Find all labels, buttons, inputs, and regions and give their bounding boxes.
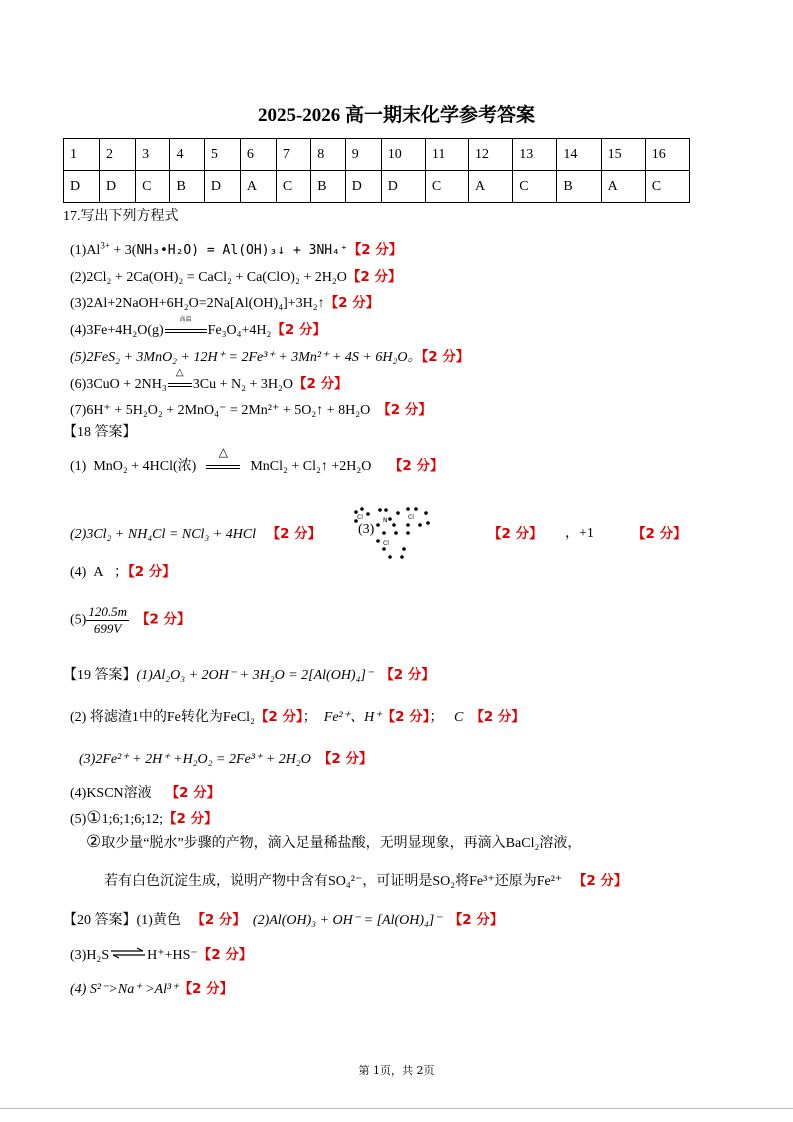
- score-badge: 【2 分】: [197, 947, 253, 963]
- condition-label: 高温: [179, 317, 192, 323]
- question-number-cell: 15: [601, 139, 645, 171]
- score-badge: 【2 分】: [421, 349, 470, 365]
- q19-a2-sep1: ；: [302, 710, 317, 725]
- page-footer: 第 1页，共 2页: [358, 1064, 435, 1077]
- fraction-numerator: 120.5m: [88, 604, 127, 619]
- equals-bar: [165, 329, 207, 333]
- q17-heading: 17.写出下列方程式: [63, 209, 179, 224]
- score-badge: 【2 分】: [572, 873, 628, 889]
- q19-a5-label: (5): [70, 812, 87, 827]
- question-number-cell: 2: [100, 139, 136, 171]
- score-badge: 【2 分】: [324, 295, 380, 311]
- q18-a4-label: (4): [70, 565, 87, 580]
- page-title: 2025-2026 高一期末化学参考答案: [257, 105, 536, 126]
- score-badge: 【2 分】: [163, 811, 218, 827]
- answer-choice-cell: D: [64, 171, 100, 203]
- q20-a4: [70, 977, 233, 998]
- q17-eq2: [70, 265, 401, 286]
- q17-eq5: [70, 345, 469, 366]
- q19-a2-sep2: ；: [429, 710, 444, 725]
- q17-eq1-prefix: (1)Al: [70, 243, 101, 258]
- fraction: [86, 604, 129, 637]
- score-badge: 【2 分】: [266, 526, 322, 542]
- circled-two-icon: ②: [86, 832, 102, 851]
- q18-a5-label: (5): [70, 612, 87, 628]
- question-number-cell: 7: [276, 139, 310, 171]
- score-badge: 【2 分】: [191, 912, 246, 928]
- score-badge: 【2 分】: [632, 526, 687, 542]
- q19-a4-text: (4)KSCN溶液: [70, 786, 152, 801]
- heat-arrow: [203, 445, 243, 475]
- q18-a5: [70, 604, 191, 637]
- answer-choice-cell: C: [276, 171, 310, 203]
- q18-a1-label: (1): [70, 459, 87, 474]
- q17-eq6-right: 3Cu + N₂ + 3H₂O: [192, 377, 294, 392]
- q19-a2: [70, 705, 525, 726]
- score-badge: 【2 分】: [293, 376, 348, 392]
- heat-arrow: [167, 367, 193, 393]
- q20-a4-text: (4) S²⁻>Na⁺ >Al³⁺: [70, 982, 179, 997]
- answer-choice-cell: B: [557, 171, 601, 203]
- q20-a3-left: (3)H₂S: [70, 948, 110, 963]
- q20-heading: 【20 答案】: [63, 913, 137, 928]
- q17-eq2-text: (2)2Cl₂ + 2Ca(OH)₂ = CaCl₂ + Ca(ClO)₂ + 2H₂O: [70, 270, 347, 285]
- question-number-cell: 3: [136, 139, 170, 171]
- q17-eq1-sup: 3+: [100, 240, 110, 251]
- answer-choice-cell: C: [513, 171, 557, 203]
- score-badge: 【2 分】: [448, 912, 504, 928]
- cl-atom-label: Cl: [357, 514, 363, 521]
- question-number-cell: 14: [557, 139, 601, 171]
- q17-eq3: [70, 291, 379, 312]
- answer-choice-cell: A: [240, 171, 276, 203]
- q19-a5-part2-line2: [104, 869, 627, 890]
- equilibrium-arrow-icon: [109, 947, 147, 964]
- q19-a3: [79, 747, 372, 768]
- score-badge: 【2 分】: [488, 526, 543, 542]
- electron-dot-diagram: [350, 505, 436, 563]
- score-badge: 【2 分】: [127, 564, 176, 580]
- question-number-cell: 1: [64, 139, 100, 171]
- q18-a3-label: (3): [358, 522, 375, 537]
- q18-a4: [70, 560, 176, 581]
- q17-eq5-text: (5)2FeS₂ + 3MnO₂ + 12H⁺ = 2Fe³⁺ + 3Mn²⁺ + 4S + 6H₂O。: [70, 350, 422, 365]
- q19-a5-part2-line1: [86, 832, 581, 852]
- q17-eq4: [70, 318, 326, 339]
- q20-a1-line: [63, 908, 503, 929]
- q17-eq7-text: (7)6H⁺ + 5H₂O₂ + 2MnO₄⁻ = 2Mn²⁺ + 5O₂↑ + 8H₂O: [70, 403, 371, 418]
- question-number-cell: 13: [513, 139, 557, 171]
- triangle-icon: △: [218, 445, 228, 459]
- answer-choice-cell: C: [645, 171, 689, 203]
- q19-a2-ions: Fe²⁺、H⁺: [323, 710, 382, 725]
- q17-eq4-left: (4)3Fe+4H₂O(g): [70, 323, 164, 338]
- q19-a2-c: C: [453, 710, 464, 725]
- q19-a2-text: (2) 将滤渣1中的Fe转化为FeCl₂: [70, 710, 255, 725]
- q18-a4-sep: ；: [113, 565, 128, 580]
- score-badge: 【2 分】: [388, 458, 444, 474]
- q19-a5-line2: 若有白色沉淀生成，说明产物中含有SO₄²⁻，可证明是SO₂将Fe³⁺还原为Fe²⁺: [104, 874, 563, 889]
- q17-eq7: [70, 398, 432, 419]
- q18-a2-text: (2)3Cl₂ + NH₄Cl = NCl₃ + 4HCl: [70, 527, 257, 542]
- score-badge: 【2 分】: [254, 709, 303, 725]
- cl-atom-label: Cl: [408, 514, 414, 521]
- q18-a1-left: MnO₂ + 4HCl(浓): [93, 459, 197, 474]
- question-number-cell: 9: [345, 139, 381, 171]
- answer-choice-cell: A: [601, 171, 645, 203]
- q20-a3-right: H⁺+HS⁻: [147, 948, 198, 963]
- question-number-cell: 5: [204, 139, 240, 171]
- score-badge: 【2 分】: [135, 611, 191, 628]
- answer-choice-cell: B: [311, 171, 345, 203]
- question-number-cell: 12: [469, 139, 513, 171]
- q19-a1-line: [63, 663, 435, 684]
- q17-eq6: [70, 367, 348, 393]
- question-number-cell: 16: [645, 139, 689, 171]
- answer-choice-cell: A: [469, 171, 513, 203]
- q18-a1-right: MnCl₂ + Cl₂↑ +2H₂O: [250, 459, 372, 474]
- answer-choice-cell: C: [425, 171, 468, 203]
- score-badge: 【2 分】: [271, 322, 327, 338]
- answer-table-choice-row: [64, 171, 690, 203]
- q18-a1: [70, 445, 444, 475]
- score-badge: 【2 分】: [470, 709, 525, 725]
- triangle-icon: △: [175, 367, 184, 378]
- q18-heading: 【18 答案】: [63, 425, 137, 440]
- equals-bar: [168, 383, 192, 387]
- q19-a5: [70, 807, 218, 828]
- q20-a2: (2)Al(OH)₃ + OH⁻ = [Al(OH)₄]⁻: [252, 913, 442, 928]
- answer-choice-cell: D: [345, 171, 381, 203]
- question-number-cell: 10: [381, 139, 425, 171]
- answer-choice-cell: B: [170, 171, 204, 203]
- question-number-cell: 8: [311, 139, 345, 171]
- score-badge: 【2 分】: [317, 751, 373, 767]
- q18-a4-answer: A: [93, 565, 104, 580]
- q17-eq6-left: (6)3CuO + 2NH₃: [70, 377, 167, 392]
- q19-a4: [70, 781, 220, 802]
- question-number-cell: 4: [170, 139, 204, 171]
- n-atom-label: N: [383, 517, 388, 524]
- fraction-denominator: 699V: [93, 621, 122, 636]
- answer-choice-cell: D: [381, 171, 425, 203]
- q19-a5-text: 1;6;1;6;12;: [101, 812, 164, 827]
- answer-table: [63, 138, 690, 203]
- electron-dots: [354, 507, 430, 559]
- double-line-arrow: [164, 317, 208, 339]
- answer-table-number-row: [64, 139, 690, 171]
- answer-choice-cell: D: [204, 171, 240, 203]
- cl-atom-label: Cl: [383, 540, 389, 547]
- q17-eq1-body: NH₃•H₂O) = Al(OH)₃↓ + 3NH₄⁺: [136, 243, 348, 258]
- q20-a3: [70, 943, 252, 964]
- score-badge: 【2 分】: [380, 667, 435, 683]
- circled-one-icon: ①: [86, 808, 102, 827]
- q17-eq1-mid: + 3(: [109, 243, 137, 258]
- q19-a3-text: (3)2Fe²⁺ + 2H⁺ +H₂O₂ = 2Fe³⁺ + 2H₂O: [79, 752, 311, 767]
- q18-a2: [70, 522, 321, 543]
- score-badge: 【2 分】: [347, 242, 403, 258]
- q20-a1: (1)黄色: [136, 913, 181, 928]
- q17-eq3-text: (3)2Al+2NaOH+6H₂O=2Na[Al(OH)₄]+3H₂↑: [70, 296, 325, 311]
- question-number-cell: 6: [240, 139, 276, 171]
- score-badge: 【2 分】: [381, 709, 430, 725]
- q19-heading: 【19 答案】: [63, 668, 137, 683]
- score-badge: 【2 分】: [165, 785, 221, 801]
- q17-eq1: [70, 238, 402, 259]
- equals-bar: [206, 465, 240, 469]
- question-number-cell: 11: [425, 139, 468, 171]
- q19-a5-line1: 取少量“脱水”步骤的产物，滴入足量稀盐酸，无明显现象，再滴入BaCl₂溶液，: [101, 836, 582, 851]
- answer-choice-cell: D: [100, 171, 136, 203]
- q19-a1: (1)Al₂O₃ + 2OH⁻ + 3H₂O = 2[Al(OH)₄]⁻: [136, 668, 374, 683]
- score-badge: 【2 分】: [346, 269, 402, 285]
- q18-a3-extra: ，+1: [565, 526, 594, 541]
- q17-eq4-right: Fe₃O₄+4H₂: [207, 323, 272, 338]
- page-bottom-divider: [0, 1108, 793, 1109]
- score-badge: 【2 分】: [178, 981, 234, 997]
- answer-choice-cell: C: [136, 171, 170, 203]
- score-badge: 【2 分】: [377, 402, 432, 418]
